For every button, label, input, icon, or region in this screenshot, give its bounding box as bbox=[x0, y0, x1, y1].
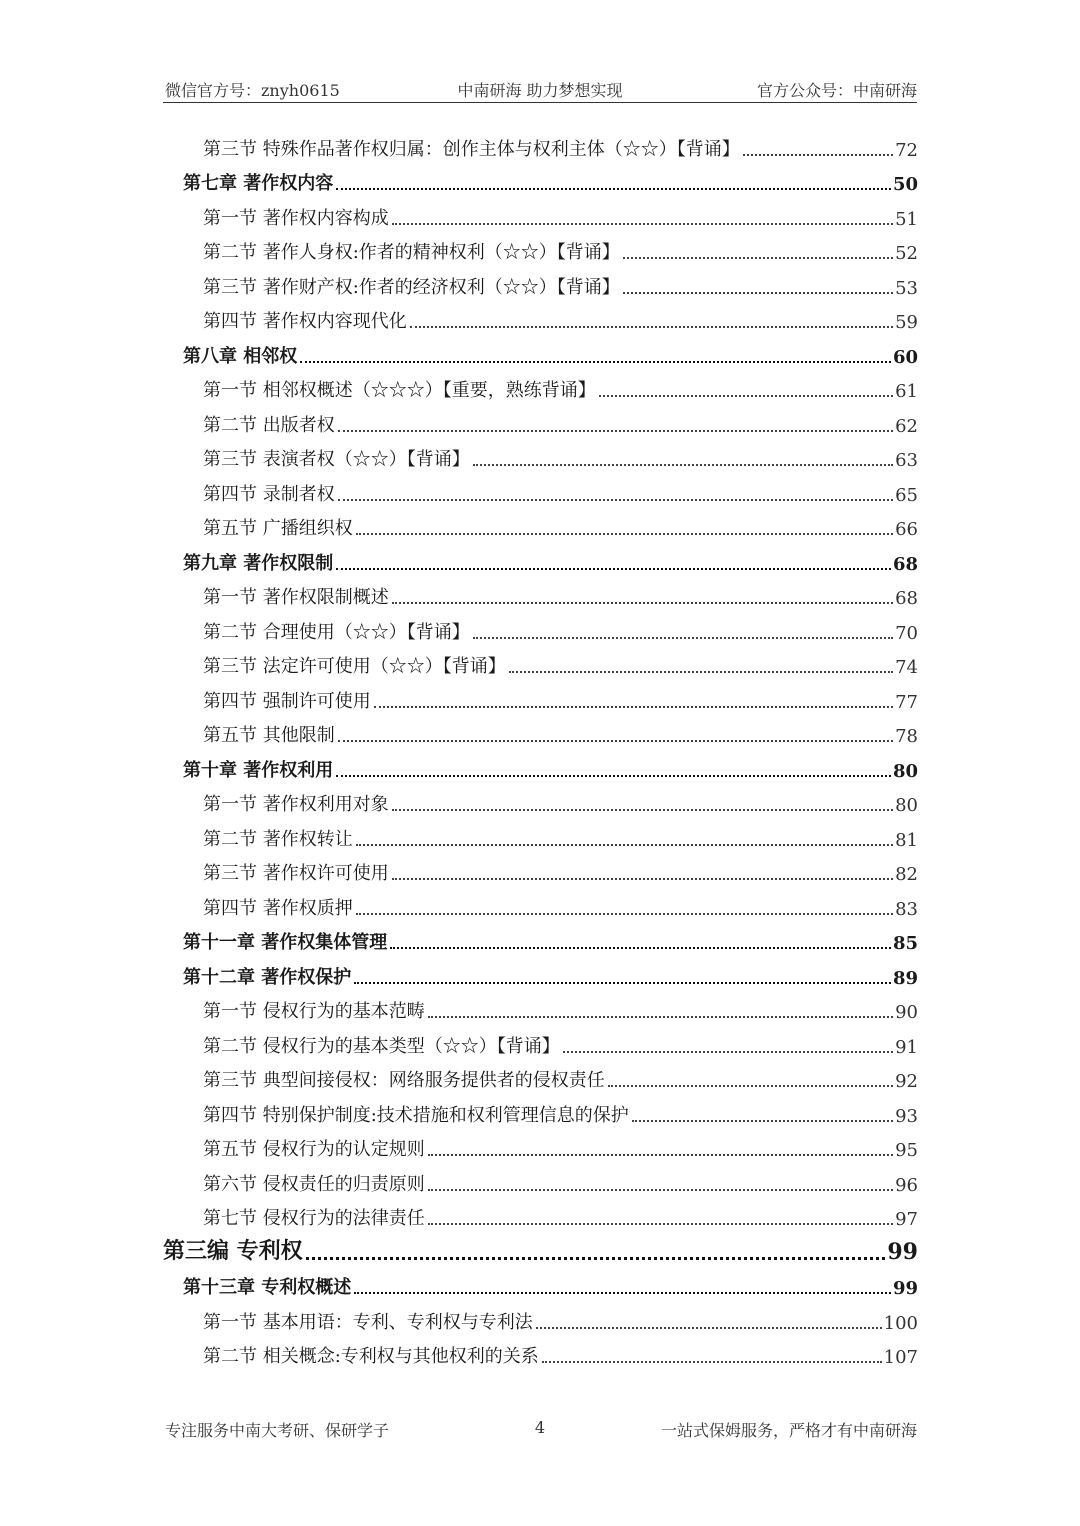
toc-section-entry[interactable] bbox=[163, 1200, 918, 1235]
dot-leader bbox=[356, 913, 893, 915]
dot-leader bbox=[300, 361, 891, 363]
toc-entry-title: 第十一章 著作权集体管理 bbox=[183, 932, 388, 953]
toc-entry-title: 第四节 著作权质押 bbox=[203, 897, 353, 919]
toc-entry-title: 第五节 其他限制 bbox=[203, 725, 335, 746]
header-wechat-id: 微信官方号：znyh0615 bbox=[165, 81, 340, 100]
toc-entry-title: 第二节 相关概念:专利权与其他权利的关系 bbox=[203, 1346, 539, 1367]
toc-section-entry[interactable] bbox=[163, 579, 918, 614]
toc-page-number: 107 bbox=[883, 1347, 918, 1368]
toc-entry-title: 第十章 著作权利用 bbox=[183, 759, 334, 781]
dot-leader bbox=[374, 706, 893, 708]
toc-entry-title: 第三节 著作财产权:作者的经济权利（☆☆）【背诵】 bbox=[203, 276, 620, 298]
toc-page-number: 77 bbox=[895, 691, 918, 713]
dot-leader bbox=[542, 1361, 882, 1363]
header-slogan: 中南研海 助力梦想实现 bbox=[457, 81, 623, 100]
toc-page-number: 93 bbox=[895, 1105, 918, 1127]
dot-leader bbox=[354, 1292, 891, 1294]
dot-leader bbox=[428, 1154, 893, 1156]
toc-page-number: 90 bbox=[895, 1002, 918, 1023]
dot-leader bbox=[473, 464, 893, 466]
toc-section-entry[interactable] bbox=[163, 475, 918, 510]
dot-leader bbox=[410, 326, 893, 328]
toc-section-entry[interactable] bbox=[163, 889, 918, 924]
dot-leader bbox=[338, 499, 893, 501]
toc-entry-title: 第四节 强制许可使用 bbox=[203, 690, 371, 712]
toc-section-entry[interactable] bbox=[163, 648, 918, 683]
toc-chapter-entry[interactable] bbox=[163, 165, 918, 200]
toc-chapter-entry[interactable] bbox=[163, 544, 918, 579]
toc-chapter-entry[interactable] bbox=[163, 337, 918, 372]
toc-page-number: 68 bbox=[892, 553, 918, 575]
toc-section-entry[interactable] bbox=[163, 406, 918, 441]
toc-page-number: 66 bbox=[895, 519, 918, 540]
dot-leader bbox=[428, 1016, 893, 1018]
toc-page-number: 99 bbox=[892, 1278, 918, 1299]
toc-section-entry[interactable] bbox=[163, 372, 918, 407]
toc-entry-title: 第三编 专利权 bbox=[163, 1237, 303, 1264]
toc-entry-title: 第二节 合理使用（☆☆）【背诵】 bbox=[203, 621, 470, 643]
toc-page-number: 60 bbox=[892, 346, 918, 368]
page-header bbox=[163, 76, 917, 103]
dot-leader bbox=[623, 257, 893, 259]
dot-leader bbox=[473, 637, 893, 639]
toc-section-entry[interactable] bbox=[163, 303, 918, 338]
dot-leader bbox=[392, 878, 893, 880]
page-number: 4 bbox=[534, 1418, 546, 1437]
toc-entry-title: 第一节 著作权利用对象 bbox=[203, 794, 389, 815]
toc-page-number: 92 bbox=[895, 1071, 918, 1092]
toc-section-entry[interactable] bbox=[163, 682, 918, 717]
toc-page-number: 50 bbox=[892, 174, 918, 195]
toc-section-entry[interactable] bbox=[163, 820, 918, 855]
toc-page-number: 59 bbox=[895, 312, 918, 333]
table-of-contents bbox=[163, 130, 918, 1372]
toc-entry-title: 第七章 著作权内容 bbox=[183, 173, 334, 194]
toc-section-entry[interactable] bbox=[163, 1338, 918, 1373]
toc-page-number: 81 bbox=[895, 829, 918, 851]
toc-entry-title: 第二节 侵权行为的基本类型（☆☆）【背诵】 bbox=[203, 1035, 560, 1057]
footer-left-text: 专注服务中南大考研、保研学子 bbox=[165, 1421, 390, 1440]
toc-page-number: 80 bbox=[892, 760, 918, 782]
dot-leader bbox=[336, 188, 891, 190]
toc-entry-title: 第二节 出版者权 bbox=[203, 414, 335, 436]
toc-entry-title: 第一节 相邻权概述（☆☆☆）【重要，熟练背诵】 bbox=[203, 380, 596, 401]
toc-entry-title: 第三节 著作权许可使用 bbox=[203, 863, 389, 884]
dot-leader bbox=[338, 740, 893, 742]
toc-entry-title: 第二节 著作权转让 bbox=[203, 828, 353, 850]
toc-page-number: 99 bbox=[887, 1238, 918, 1265]
toc-chapter-entry[interactable] bbox=[163, 751, 918, 786]
toc-entry-title: 第一节 基本用语：专利、专利权与专利法 bbox=[203, 1311, 533, 1333]
toc-section-entry[interactable] bbox=[163, 268, 918, 303]
toc-section-entry[interactable] bbox=[163, 199, 918, 234]
dot-leader bbox=[563, 1051, 893, 1053]
toc-entry-title: 第八章 相邻权 bbox=[183, 345, 298, 367]
dot-leader bbox=[743, 154, 893, 156]
dot-leader bbox=[338, 430, 893, 432]
toc-entry-title: 第五节 侵权行为的认定规则 bbox=[203, 1139, 425, 1160]
toc-entry-title: 第三节 特殊作品著作权归属：创作主体与权利主体（☆☆）【背诵】 bbox=[203, 138, 740, 160]
footer-right-text: 一站式保姆服务，严格才有中南研海 bbox=[660, 1421, 917, 1440]
dot-leader bbox=[354, 982, 891, 984]
toc-section-entry[interactable] bbox=[163, 1303, 918, 1338]
toc-page-number: 82 bbox=[895, 864, 918, 885]
toc-chapter-entry[interactable] bbox=[163, 958, 918, 993]
toc-page-number: 83 bbox=[895, 898, 918, 920]
toc-section-entry[interactable] bbox=[163, 130, 918, 165]
dot-leader bbox=[390, 947, 891, 949]
toc-entry-title: 第十三章 专利权概述 bbox=[183, 1277, 352, 1298]
toc-page-number: 63 bbox=[895, 450, 918, 471]
toc-entry-title: 第三节 表演者权（☆☆）【背诵】 bbox=[203, 449, 470, 470]
toc-entry-title: 第五节 广播组织权 bbox=[203, 518, 353, 539]
toc-entry-title: 第七节 侵权行为的法律责任 bbox=[203, 1208, 425, 1229]
toc-section-entry[interactable] bbox=[163, 855, 918, 890]
toc-entry-title: 第二节 著作人身权:作者的精神权利（☆☆）【背诵】 bbox=[203, 242, 620, 263]
toc-entry-title: 第四节 特别保护制度:技术措施和权利管理信息的保护 bbox=[203, 1104, 629, 1126]
toc-section-entry[interactable] bbox=[163, 510, 918, 545]
toc-page-number: 72 bbox=[895, 139, 918, 161]
toc-page-number: 95 bbox=[895, 1140, 918, 1161]
toc-section-entry[interactable] bbox=[163, 1165, 918, 1200]
header-official-account: 官方公众号：中南研海 bbox=[756, 81, 917, 100]
toc-chapter-entry[interactable] bbox=[163, 1269, 918, 1304]
toc-section-entry[interactable] bbox=[163, 1131, 918, 1166]
dot-leader bbox=[623, 292, 893, 294]
toc-page-number: 68 bbox=[895, 588, 918, 609]
toc-entry-title: 第六节 侵权责任的归责原则 bbox=[203, 1173, 425, 1195]
toc-page-number: 52 bbox=[895, 243, 918, 264]
dot-leader bbox=[428, 1223, 893, 1225]
dot-leader bbox=[428, 1189, 893, 1191]
dot-leader bbox=[599, 395, 893, 397]
toc-entry-title: 第十二章 著作权保护 bbox=[183, 966, 352, 988]
toc-entry-title: 第一节 著作权限制概述 bbox=[203, 587, 389, 608]
toc-section-entry[interactable] bbox=[163, 717, 918, 752]
toc-part-entry[interactable] bbox=[163, 1234, 918, 1269]
toc-page-number: 53 bbox=[895, 277, 918, 299]
toc-page-number: 91 bbox=[895, 1036, 918, 1058]
toc-section-entry[interactable] bbox=[163, 786, 918, 821]
toc-entry-title: 第九章 著作权限制 bbox=[183, 552, 334, 574]
dot-leader bbox=[336, 568, 891, 570]
toc-chapter-entry[interactable] bbox=[163, 924, 918, 959]
toc-page-number: 97 bbox=[895, 1209, 918, 1230]
toc-page-number: 85 bbox=[892, 933, 918, 954]
toc-entry-title: 第四节 录制者权 bbox=[203, 483, 335, 505]
toc-entry-title: 第四节 著作权内容现代化 bbox=[203, 311, 407, 332]
dot-leader bbox=[536, 1327, 882, 1329]
dot-leader bbox=[392, 602, 893, 604]
toc-section-entry[interactable] bbox=[163, 1062, 918, 1097]
toc-entry-title: 第一节 著作权内容构成 bbox=[203, 207, 389, 229]
dot-leader bbox=[509, 671, 893, 673]
toc-entry-title: 第三节 典型间接侵权：网络服务提供者的侵权责任 bbox=[203, 1070, 605, 1091]
dot-leader bbox=[356, 533, 893, 535]
dot-leader bbox=[356, 844, 893, 846]
toc-page-number: 65 bbox=[895, 484, 918, 506]
toc-page-number: 51 bbox=[895, 208, 918, 230]
dot-leader bbox=[306, 1257, 886, 1260]
toc-page-number: 74 bbox=[895, 657, 918, 678]
toc-page-number: 89 bbox=[892, 967, 918, 989]
toc-page-number: 78 bbox=[895, 726, 918, 747]
dot-leader bbox=[392, 223, 893, 225]
toc-section-entry[interactable] bbox=[163, 1096, 918, 1131]
toc-section-entry[interactable] bbox=[163, 234, 918, 269]
toc-entry-title: 第三节 法定许可使用（☆☆）【背诵】 bbox=[203, 656, 506, 677]
toc-page-number: 70 bbox=[895, 622, 918, 644]
page-footer bbox=[163, 1418, 917, 1442]
dot-leader bbox=[336, 775, 891, 777]
toc-page-number: 61 bbox=[895, 381, 918, 402]
toc-section-entry[interactable] bbox=[163, 993, 918, 1028]
dot-leader bbox=[392, 809, 893, 811]
toc-page-number: 100 bbox=[883, 1312, 918, 1334]
dot-leader bbox=[608, 1085, 893, 1087]
toc-section-entry[interactable] bbox=[163, 613, 918, 648]
toc-section-entry[interactable] bbox=[163, 441, 918, 476]
toc-entry-title: 第一节 侵权行为的基本范畴 bbox=[203, 1001, 425, 1022]
dot-leader bbox=[632, 1120, 893, 1122]
toc-page-number: 80 bbox=[895, 795, 918, 816]
toc-page-number: 62 bbox=[895, 415, 918, 437]
toc-page-number: 96 bbox=[895, 1174, 918, 1196]
toc-section-entry[interactable] bbox=[163, 1027, 918, 1062]
